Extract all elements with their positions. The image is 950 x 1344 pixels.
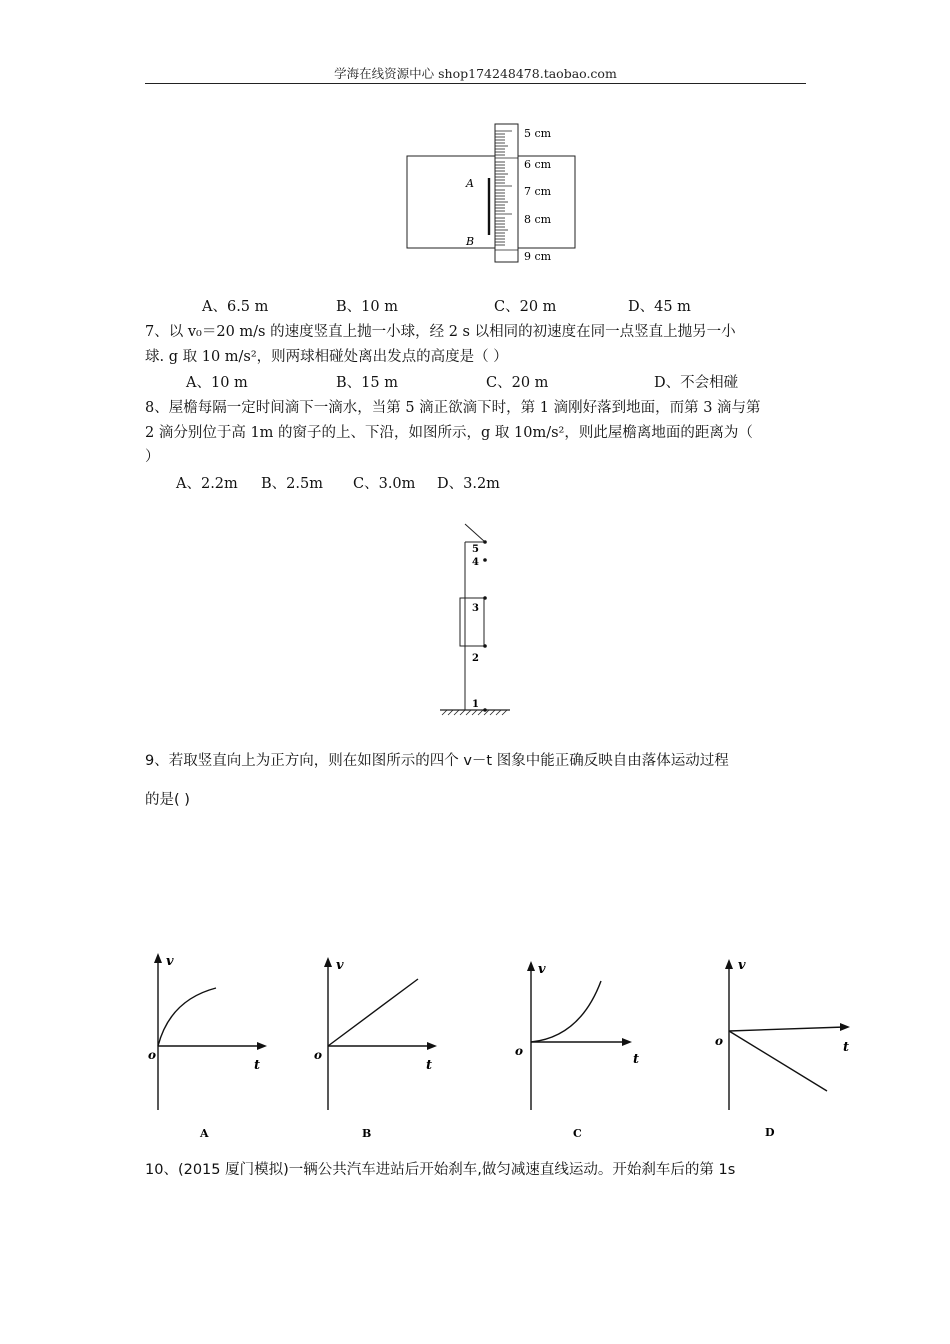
graph-c-v-label: v	[538, 962, 546, 977]
q6-option-d: D、45 m	[628, 299, 691, 315]
ruler-mark-6: 6 cm	[524, 158, 552, 171]
q7-line2: 球. g 取 10 m/s²，则两球相碰处离出发点的高度是（ ）	[145, 349, 508, 365]
drop-1	[483, 708, 487, 712]
ruler-mark-9: 9 cm	[524, 250, 552, 263]
header-rule	[145, 83, 806, 84]
drop-label-4: 4	[472, 557, 479, 568]
graph-b-v-label: v	[336, 958, 344, 973]
graph-c-origin-label: o	[515, 1044, 524, 1058]
eave-line	[465, 524, 485, 542]
graph-d-v-label: v	[738, 958, 746, 973]
q7-line1: 7、以 v₀＝20 m/s 的速度竖直上抛一小球，经 2 s 以相同的初速度在同一点竖直上抛另一小	[145, 324, 736, 340]
ground-hatch	[442, 710, 507, 715]
drop-4	[483, 558, 487, 562]
graph-b-t-label: t	[426, 1058, 433, 1073]
drop-2	[483, 644, 487, 648]
q8-option-d: D、3.2m	[437, 476, 500, 492]
q8-option-c: C、3.0m	[353, 476, 416, 492]
q9-line2: 的是( )	[145, 792, 190, 808]
graph-b-line	[328, 979, 418, 1046]
q6-option-b: B、10 m	[336, 299, 398, 315]
drop-label-1: 1	[472, 699, 479, 710]
drop-label-5: 5	[472, 544, 479, 555]
graph-d-t-label: t	[843, 1040, 850, 1055]
q8-option-b: B、2.5m	[261, 476, 323, 492]
q8-line3: ）	[145, 449, 160, 465]
q8-line2: 2 滴分别位于高 1m 的窗子的上、下沿，如图所示，g 取 10m/s²，则此屋檐离地面的距离为（	[145, 425, 753, 441]
graph-c-label: C	[573, 1127, 582, 1140]
graph-c	[505, 945, 645, 1145]
q7-option-d: D、不会相碰	[654, 375, 739, 391]
drop-label-3: 3	[472, 603, 479, 614]
graph-d-origin-label: o	[715, 1034, 724, 1048]
q7-option-b: B、15 m	[336, 375, 398, 391]
ruler-figure	[400, 118, 600, 268]
graph-d	[705, 945, 865, 1145]
graph-a-label: A	[200, 1127, 209, 1140]
graph-b	[310, 945, 450, 1145]
graph-c-curve	[531, 981, 601, 1042]
graph-d-label: D	[765, 1126, 775, 1139]
q7-option-a: A、10 m	[186, 375, 248, 391]
graph-d-line	[729, 1031, 827, 1091]
ruler-mark-7: 7 cm	[524, 185, 552, 198]
ruler-mark-8: 8 cm	[524, 213, 552, 226]
label-b: B	[466, 235, 475, 248]
eave-drops-figure	[430, 520, 530, 720]
q8-option-a: A、2.2m	[176, 476, 238, 492]
graph-a-origin-label: o	[148, 1048, 157, 1062]
graph-a-v-label: v	[166, 954, 174, 969]
q7-option-c: C、20 m	[486, 375, 549, 391]
q10-line1: 10、(2015 厦门模拟)一辆公共汽车进站后开始刹车,做匀减速直线运动。开始刹车后的第 1s	[145, 1162, 736, 1178]
drop-3	[483, 596, 487, 600]
graph-a-curve	[158, 988, 216, 1046]
q8-line1: 8、屋檐每隔一定时间滴下一滴水，当第 5 滴正欲滴下时，第 1 滴刚好落到地面，而第 3 滴与第	[145, 400, 761, 416]
q6-option-a: A、6.5 m	[202, 299, 269, 315]
graph-b-label: B	[362, 1127, 372, 1140]
drop-label-2: 2	[472, 653, 479, 664]
label-a: A	[466, 177, 474, 190]
drop-5	[483, 540, 487, 544]
graph-a-t-label: t	[254, 1058, 261, 1073]
ruler-mark-5: 5 cm	[524, 127, 552, 140]
graph-b-origin-label: o	[314, 1048, 323, 1062]
q6-option-c: C、20 m	[494, 299, 557, 315]
graph-c-t-label: t	[633, 1052, 640, 1067]
q9-line1: 9、若取竖直向上为正方向，则在如图所示的四个 v－t 图象中能正确反映自由落体运动过程	[145, 753, 729, 769]
page-header: 学海在线资源中心 shop174248478.taobao.com	[334, 66, 617, 81]
graph-a	[140, 945, 280, 1145]
